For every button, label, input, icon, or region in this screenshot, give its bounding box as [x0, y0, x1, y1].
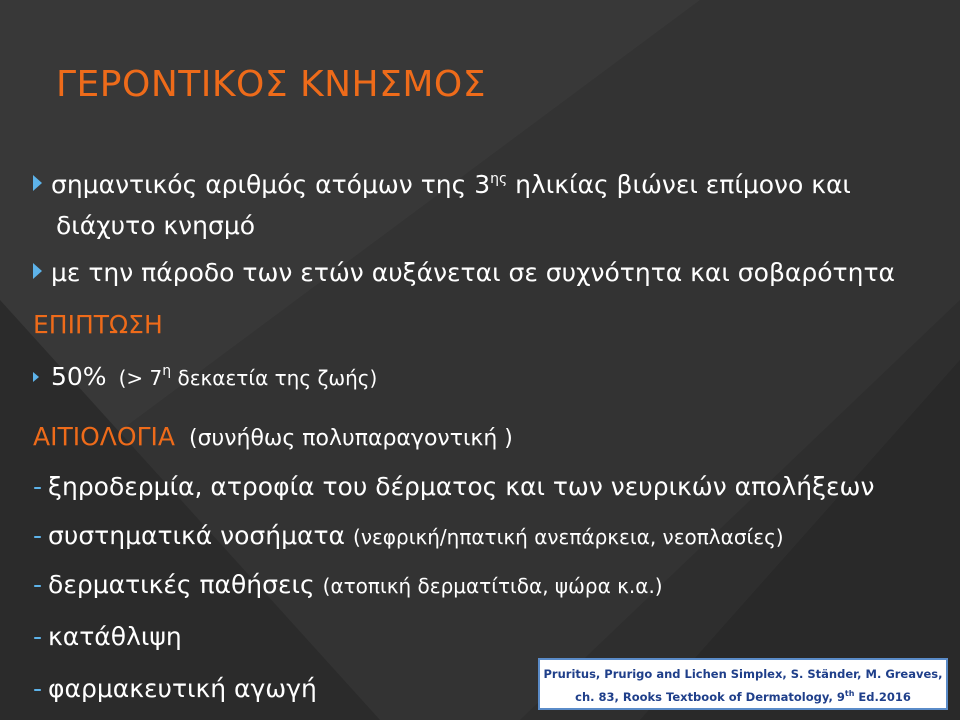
dash-bullet: -: [33, 570, 43, 599]
incidence-note: (> $7^\eta$ δεκαετία της ζωής): [118, 363, 378, 390]
reference-superscript: th: [844, 689, 855, 698]
bullet-1-text: σημαντικός αριθμός ατόμων της 3: [51, 170, 491, 199]
etiology-heading-row: [33, 422, 513, 451]
incidence-note-superscript: η: [162, 363, 172, 379]
bullet-2: [33, 258, 895, 287]
etiology-item: [33, 472, 874, 501]
dash-bullet: -: [33, 521, 43, 550]
etiology-item-3-text: δερματικές παθήσεις: [48, 570, 315, 599]
etiology-item-3-note: (ατοπική δερματίτιδα, ψώρα κ.α.): [322, 574, 663, 598]
small-arrow-outline-icon: [33, 372, 39, 382]
etiology-item: [33, 570, 663, 599]
etiology-item: [33, 521, 784, 550]
incidence-heading: ΕΠΙΠΤΩΣΗ: [33, 310, 163, 339]
reference-box: [538, 658, 948, 710]
etiology-item: [33, 674, 317, 703]
dash-bullet: -: [33, 674, 43, 703]
etiology-heading: ΑΙΤΙΟΛΟΓΙΑ: [33, 422, 175, 451]
reference-line-1: Pruritus, Prurigo and Lichen Simplex, S. Ständer, M. Greaves,: [543, 667, 943, 681]
etiology-item-2-note: (νεφρική/ηπατική ανεπάρκεια, νεοπλασίες): [353, 525, 784, 549]
etiology-item-5-text: φαρμακευτική αγωγή: [48, 674, 317, 703]
incidence-value: 50%: [51, 362, 107, 391]
dash-bullet: -: [33, 472, 43, 501]
etiology-heading-note: (συνήθως πολυπαραγοντική ): [188, 426, 513, 451]
incidence-row: [33, 362, 377, 391]
reference-line-2: ch. 83, Rooks Textbook of Dermatology, 9th Ed.2016: [575, 689, 911, 704]
bullet-arrow-icon: [33, 175, 42, 191]
bullet-1-continuation: διάχυτο κνησμό: [56, 211, 256, 240]
bullet-1-superscript: ης: [490, 171, 508, 187]
slide-title: ΓΕΡΟΝΤΙΚΟΣ ΚΝΗΣΜΟΣ: [56, 64, 487, 105]
bullet-arrow-icon: [33, 263, 42, 279]
bullet-1: [33, 170, 851, 199]
etiology-item-1-text: ξηροδερμία, ατροφία του δέρματος και των νευρικών απολήξεων: [48, 472, 875, 501]
etiology-item-2-text: συστηματικά νοσήματα: [48, 521, 346, 550]
dash-bullet: -: [33, 622, 43, 651]
etiology-item-4-text: κατάθλιψη: [48, 622, 182, 651]
etiology-item: [33, 622, 182, 651]
bullet-2-text: με την πάροδο των ετών αυξάνεται σε συχνότητα και σοβαρότητα: [51, 258, 895, 287]
bullet-1-text-after: ηλικίας βιώνει επίμονο και: [507, 170, 851, 199]
